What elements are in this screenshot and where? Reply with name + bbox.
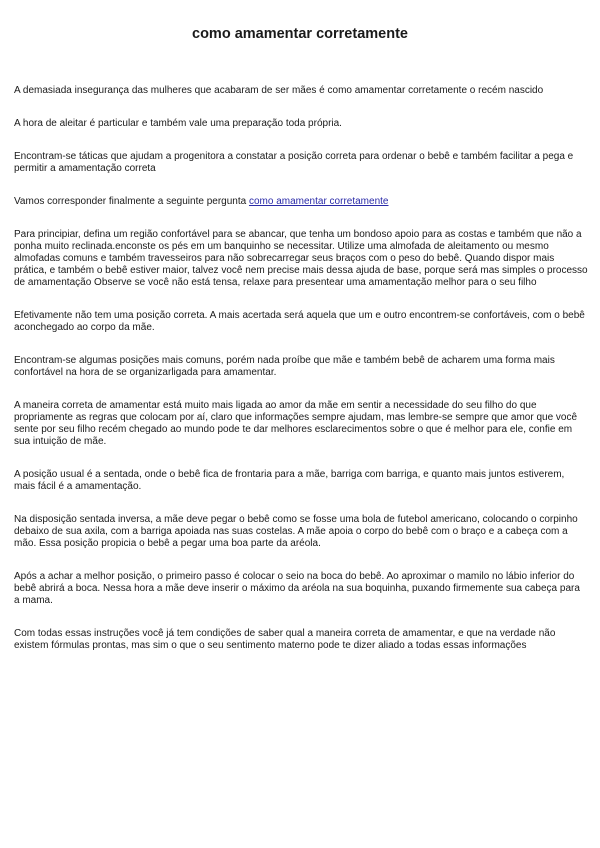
paragraph-1: A demasiada insegurança das mulheres que acabaram de ser mães é como amamentar corretamente o recém nascido bbox=[14, 85, 544, 96]
paragraph-5: Para principiar, defina um região confortável para se abancar, que tenha um bondoso apoio para as costas e também que não a ponha muito reclinada.enconste os pés em um banquinho se necessitar. Utilize uma almofada de aleitamento ou mesmo almofadas comuns e também travesseiros para não sobrecarregar seus braços com o peso do bebê. Quando dispor mais prática, e também o bebê estiver maior, talvez você nem precise mais dessa ajuda de base, porque será mas simples o processo de amamentação Observe se você não está tensa, relaxe para presentear uma amamentação melhor para o seu filho bbox=[14, 229, 588, 288]
paragraph-12: Com todas essas instruções você já tem condições de saber qual a maneira correta de amamentar, e que na verdade não existem fórmulas prontas, mas sim o que o seu sentimento materno pode te dizer aliado a todas essas informações bbox=[14, 628, 556, 651]
paragraph-11: Após a achar a melhor posição, o primeiro passo é colocar o seio na boca do bebê. Ao aproximar o mamilo no lábio inferior do bebê abrirá a boca. Nessa hora a mãe deve inserir o máximo da aréola na sua boquinha, puxando firmemente sua cabeça para a mama. bbox=[14, 571, 580, 606]
paragraph-6: Efetivamente não tem uma posição correta. A mais acertada será aquela que um e outro encontrem-se confortáveis, com o bebê aconchegado ao corpo da mãe. bbox=[14, 310, 585, 333]
paragraph-3: Encontram-se táticas que ajudam a progenitora a constatar a posição correta para ordenar o bebê e também facilitar a pega e permitir a amamentação correta bbox=[14, 151, 574, 174]
paragraph-2: A hora de aleitar é particular e também vale uma preparação toda própria. bbox=[14, 118, 342, 129]
article-link[interactable]: como amamentar corretamente bbox=[248, 196, 389, 207]
paragraph-8: A maneira correta de amamentar está muito mais ligada ao amor da mãe em sentir a necessidade do seu filho do que propriamente as regras que colocam por aí, claro que informações sempre ajudam, mas lembre-se sempre que amor que você sente por seu filho recém chegado ao mundo pode te dar melhores esclarecimentos sobre o que é melhor para ele, confie em sua intuição de mãe. bbox=[14, 400, 578, 447]
article-body bbox=[14, 85, 588, 673]
paragraph-9: A posição usual é a sentada, onde o bebê fica de frontaria para a mãe, barriga com barriga, e quanto mais juntos estiverem, mais fácil é a amamentação. bbox=[14, 469, 565, 492]
paragraph-7: Encontram-se algumas posições mais comuns, porém nada proíbe que mãe e também bebê de acharem uma forma mais confortável na hora de se organizarligada para amamentar. bbox=[14, 355, 555, 378]
paragraph-4-text: Vamos corresponder finalmente a seguinte pergunta bbox=[14, 196, 249, 207]
paragraph-4 bbox=[14, 196, 588, 208]
page-title: como amamentar corretamente bbox=[192, 26, 408, 42]
paragraph-10: Na disposição sentada inversa, a mãe deve pegar o bebê como se fosse uma bola de futebol americano, colocando o corpinho debaixo de sua axila, com a barriga apoiada nas suas costelas. A mãe apoia o corpo do bebê com o braço e a cabeça com a mão. Essa posição propicia o bebê a pegar uma boa parte da aréola. bbox=[14, 514, 578, 549]
